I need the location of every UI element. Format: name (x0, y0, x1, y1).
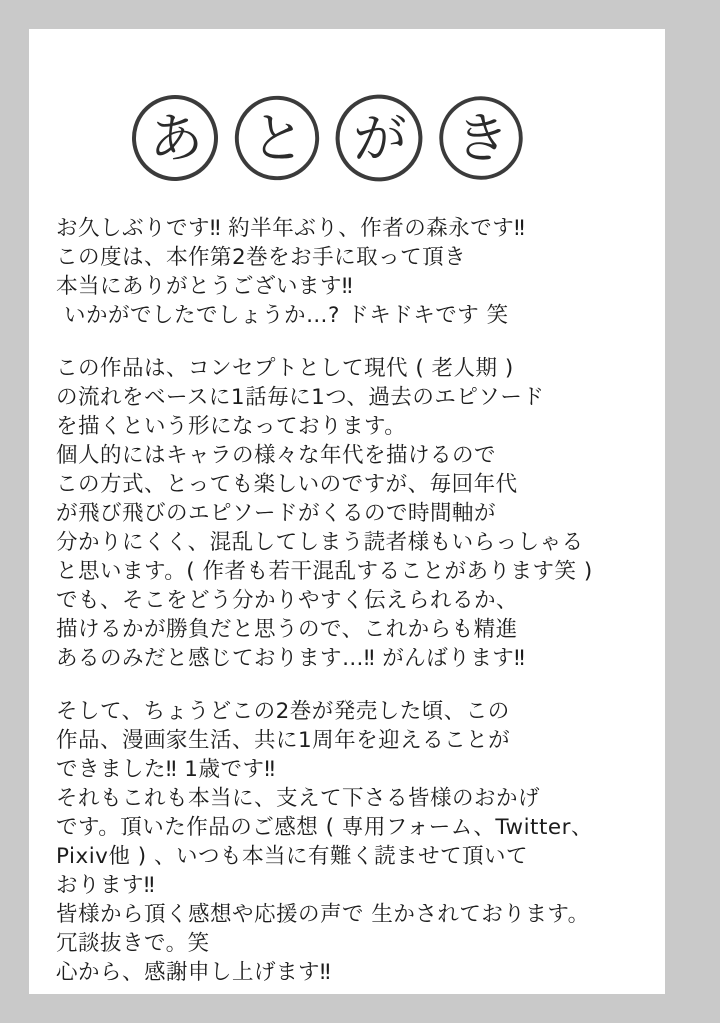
title-kana-circle-3 (333, 92, 427, 186)
manga-afterword-page (29, 29, 665, 994)
paragraph-about-the-work (56, 354, 641, 673)
body-line: と思います。( 作者も若干混乱することがあります笑 ) (56, 559, 593, 584)
body-line: でも、そこをどう分かりやすく伝えられるか、 (56, 588, 519, 613)
body-line: この度は、本作第2巻をお手に取って頂き (56, 245, 467, 270)
body-line: の流れをベースに1話毎に1つ、過去のエピソード (56, 385, 545, 410)
afterword-title (129, 84, 569, 194)
body-line: 描けるかが勝負だと思うので、これからも精進 (56, 617, 518, 642)
body-line: 皆様から頂く感想や応援の声で 生かされております。 (56, 902, 590, 927)
body-line: 作品、漫画家生活、共に1周年を迎えることが (56, 728, 511, 753)
body-line: この方式、とっても楽しいのですが、毎回年代 (56, 472, 518, 497)
body-line: いかがでしたでしょうか…? ドキドキです 笑 (64, 303, 509, 328)
body-line: 分かりにくく、混乱してしまう読者様もいらっしゃる (56, 530, 584, 555)
title-kana-1: あ (147, 106, 205, 171)
paragraph-anniversary-thanks (56, 697, 641, 987)
body-line: が飛び飛びのエピソードがくるので時間軸が (56, 501, 497, 526)
body-line: です。頂いた作品のご感想 ( 専用フォーム、Twitter、 (56, 815, 593, 840)
title-kana-circle-4 (435, 92, 529, 186)
afterword-body (56, 214, 641, 1011)
body-line: お久しぶりです‼ 約半年ぶり、作者の森永です‼ (56, 216, 526, 241)
body-line: を描くという形になっております。 (56, 414, 407, 439)
body-line: 本当にありがとうございます‼ (56, 274, 353, 299)
title-kana-2: と (249, 106, 307, 171)
body-line: それもこれも本当に、支えて下さる皆様のおかげ (56, 786, 541, 811)
body-line: 冗談抜きで。笑 (56, 931, 210, 956)
body-line: この作品は、コンセプトとして現代 ( 老人期 ) (56, 356, 514, 381)
body-line: あるのみだと感じております…‼ がんばります‼ (56, 646, 526, 671)
title-kana-3: が (352, 106, 408, 171)
body-line: 心から、感謝申し上げます‼ (56, 960, 331, 985)
body-line: 個人的にはキャラの様々な年代を描けるので (56, 443, 497, 468)
body-line: Pixiv他 ) 、いつも本当に有難く読ませて頂いて (56, 844, 528, 869)
body-line: できました‼ 1歳です‼ (56, 757, 276, 782)
body-line: おります‼ (56, 873, 155, 898)
title-kana-circle-2 (231, 92, 325, 186)
title-kana-circle-1 (129, 92, 223, 186)
title-kana-4: き (453, 105, 511, 172)
paragraph-greeting (56, 214, 641, 330)
body-line: そして、ちょうどこの2巻が発売した頃、この (56, 699, 510, 724)
